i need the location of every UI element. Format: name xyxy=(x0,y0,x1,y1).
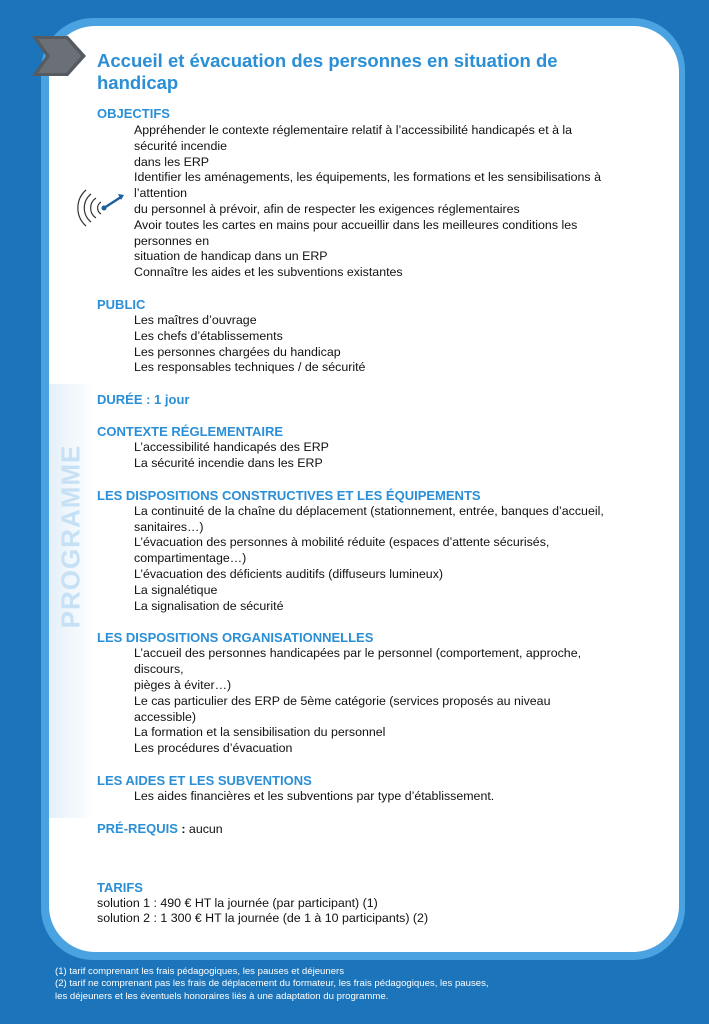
organisationnelles-line: L’accueil des personnes handicapées par le personnel (comportement, approche, xyxy=(134,646,582,661)
objectif-line: Appréhender le contexte réglementaire relatif à l’accessibilité handicapés et à la xyxy=(134,123,573,137)
section-prerequis xyxy=(97,821,637,838)
objectif-line: Avoir toutes les cartes en mains pour accueillir dans les meilleures conditions les xyxy=(134,217,578,232)
constructives-line: L’évacuation des personnes à mobilité réduite (espaces d’attente sécurisés, xyxy=(134,535,550,550)
programme-side-label xyxy=(51,386,91,686)
tarif-line: solution 1 : 490 € HT la journée (par participant) (1) xyxy=(97,895,378,910)
contexte-line: L’accessibilité handicapés des ERP xyxy=(134,440,329,455)
heading-duree: DURÉE : 1 jour xyxy=(97,392,190,408)
footnote-line: (1) tarif comprenant les frais pédagogiques, les pauses et déjeuners xyxy=(55,966,345,977)
heading-public: PUBLIC xyxy=(97,296,146,312)
prerequis-colon: : xyxy=(177,821,186,836)
side-label-text: PROGRAMME xyxy=(55,444,86,628)
constructives-line: La signalisation de sécurité xyxy=(134,598,284,613)
objectif-line: Identifier les aménagements, les équipements, les formations et les sensibilisations à xyxy=(134,170,601,185)
section-tarifs xyxy=(97,880,637,928)
public-line: Les chefs d’établissements xyxy=(134,328,283,343)
footnote-line: les déjeuners et les éventuels honoraires liés à une adaptation du programme. xyxy=(55,990,389,1002)
organisationnelles-line: Le cas particulier des ERP de 5ème catégorie (services proposés au niveau xyxy=(134,693,551,708)
constructives-line: L’évacuation des déficients auditifs (diffuseurs lumineux) xyxy=(134,566,444,581)
main-content xyxy=(97,50,637,927)
objectifs-list xyxy=(97,123,637,281)
objectif-line: Connaître les aides et les subventions existantes xyxy=(134,265,403,280)
organisationnelles-line: pièges à éviter…) xyxy=(134,677,232,692)
chevron-arrow-icon xyxy=(32,34,88,78)
objectif-line: dans les ERP xyxy=(134,154,210,169)
section-objectifs xyxy=(97,106,637,281)
aides-line: Les aides financières et les subventions par type d’établissement. xyxy=(134,788,495,803)
organisationnelles-line: discours, xyxy=(134,662,184,677)
public-line: Les maîtres d’ouvrage xyxy=(134,312,257,327)
section-public xyxy=(97,297,637,376)
organisationnelles-line: La formation et la sensibilisation du personnel xyxy=(134,725,386,740)
contexte-line: La sécurité incendie dans les ERP xyxy=(134,455,323,470)
section-aides xyxy=(97,773,637,805)
organisationnelles-line: accessible) xyxy=(134,709,196,724)
objectif-line: personnes en xyxy=(134,233,210,248)
heading-organisationnelles: LES DISPOSITIONS ORGANISATIONNELLES xyxy=(97,630,374,646)
constructives-line: La signalétique xyxy=(134,582,218,597)
constructives-line: compartimentage…) xyxy=(134,551,247,566)
objectif-line: du personnel à prévoir, afin de respecter les exigences réglementaires xyxy=(134,201,520,216)
constructives-line: sanitaires…) xyxy=(134,519,204,534)
objectif-line: situation de handicap dans un ERP xyxy=(134,249,328,264)
organisationnelles-line: Les procédures d’évacuation xyxy=(134,741,293,756)
target-dart-icon xyxy=(77,186,125,230)
section-constructives xyxy=(97,488,637,615)
footnotes xyxy=(55,966,675,1003)
heading-constructives: LES DISPOSITIONS CONSTRUCTIVES ET LES ÉQUIPEMENTS xyxy=(97,487,481,503)
page-title: Accueil et évacuation des personnes en situation de handicap xyxy=(97,50,558,93)
objectif-line: l’attention xyxy=(134,186,188,201)
heading-tarifs: TARIFS xyxy=(97,879,143,895)
heading-aides: LES AIDES ET LES SUBVENTIONS xyxy=(97,772,312,788)
prerequis-line xyxy=(97,821,637,838)
prerequis-label: PRÉ-REQUIS xyxy=(97,820,178,836)
section-organisationnelles xyxy=(97,630,637,757)
heading-contexte: CONTEXTE RÉGLEMENTAIRE xyxy=(97,424,284,440)
section-contexte xyxy=(97,424,637,472)
public-line: Les personnes chargées du handicap xyxy=(134,344,341,359)
objectif-line: sécurité incendie xyxy=(134,138,227,153)
constructives-line: La continuité de la chaîne du déplacement (stationnement, entrée, banques d’accueil, xyxy=(134,503,604,518)
prerequis-value: aucun xyxy=(185,821,223,836)
tarif-line: solution 2 : 1 300 € HT la journée (de 1 à 10 participants) (2) xyxy=(97,911,429,926)
heading-objectifs: OBJECTIFS xyxy=(97,106,170,121)
public-line: Les responsables techniques / de sécurité xyxy=(134,360,366,375)
footnote-line: (2) tarif ne comprenant pas les frais de déplacement du formateur, les frais pédagogiques, les pauses, xyxy=(55,978,489,990)
section-duree xyxy=(97,392,637,408)
